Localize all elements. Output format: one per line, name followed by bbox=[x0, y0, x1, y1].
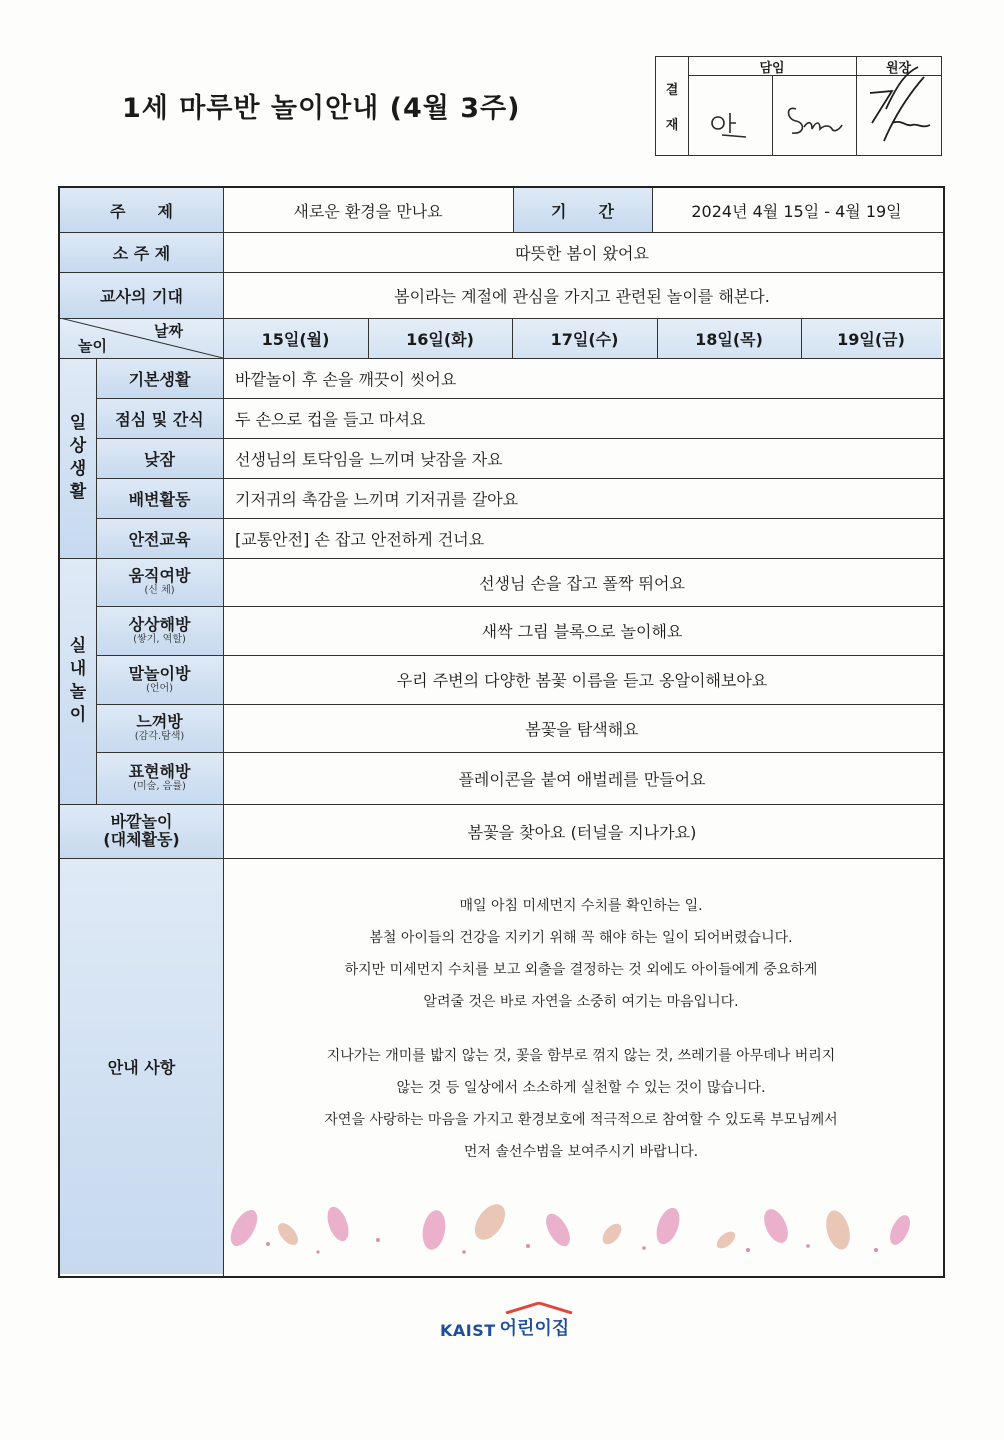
indoor-row-label bbox=[96, 606, 223, 655]
notice-line: 지나가는 개미를 밟지 않는 것, 꽃을 함부로 꺾지 않는 것, 쓰레기를 아무데나 버리지 bbox=[326, 1048, 836, 1064]
signature-director bbox=[862, 63, 936, 153]
notice-label: 안내 사항 bbox=[60, 858, 223, 1274]
notice-body bbox=[222, 890, 940, 1168]
daily-row-label: 배변활동 bbox=[96, 478, 223, 518]
approval-side-bottom: 재 bbox=[665, 118, 679, 133]
day-header-2: 16일(화) bbox=[368, 318, 512, 358]
indoor-row-label bbox=[96, 752, 223, 804]
daily-row-value: 선생님의 토닥임을 느끼며 낮잠을 자요 bbox=[235, 449, 503, 469]
logo-brand: KAIST bbox=[440, 1321, 496, 1340]
subtheme-label: 소 주 제 bbox=[60, 232, 223, 272]
approval-side-top: 결 bbox=[665, 83, 679, 98]
notice-line: 먼저 솔선수범을 보여주시기 바랍니다. bbox=[463, 1144, 699, 1160]
day-header-5: 19일(금) bbox=[801, 318, 941, 358]
indoor-row-value: 플레이콘을 붙여 애벌레를 만들어요 bbox=[458, 769, 706, 789]
daily-row-label: 안전교육 bbox=[96, 518, 223, 558]
signature-teacher-2 bbox=[778, 79, 852, 151]
indoor-group-char: 이 bbox=[69, 704, 87, 725]
indoor-row-value: 새싹 그림 블록으로 놀이해요 bbox=[481, 622, 683, 641]
daily-group-char: 활 bbox=[69, 481, 87, 502]
corner-date-label: 날짜 bbox=[154, 322, 183, 340]
approval-box bbox=[655, 56, 942, 156]
kaist-kindergarten-logo bbox=[440, 1314, 569, 1340]
approval-side-label bbox=[656, 57, 688, 155]
period-label: 기 간 bbox=[513, 188, 652, 232]
daily-row-value: 두 손으로 컵을 들고 마셔요 bbox=[235, 409, 426, 429]
approval-head-director: 원장 bbox=[885, 60, 912, 76]
subtheme-value: 따뜻한 봄이 왔어요 bbox=[515, 243, 649, 263]
indoor-label-text: 움직여방 bbox=[128, 566, 191, 586]
indoor-row-value: 우리 주변의 다양한 봄꽃 이름을 듣고 옹알이해보아요 bbox=[396, 671, 768, 690]
indoor-label-sub: (언어) bbox=[145, 682, 174, 694]
notice-line: 매일 아침 미세먼지 수치를 확인하는 일. bbox=[459, 898, 703, 914]
notice-line bbox=[222, 1018, 940, 1040]
indoor-label-text: 상상해방 bbox=[128, 614, 191, 634]
daily-group-char: 일 bbox=[69, 413, 87, 434]
indoor-row-value: 선생님 손을 잡고 폴짝 뛰어요 bbox=[479, 573, 685, 593]
date-play-corner bbox=[60, 318, 223, 358]
indoor-group-char: 내 bbox=[69, 659, 87, 680]
page-title: 1세 마루반 놀이안내 (4월 3주) bbox=[122, 93, 521, 124]
cherry-blossom-petals-decoration bbox=[228, 1200, 928, 1260]
outdoor-label-line: (대체활동) bbox=[103, 830, 180, 849]
daily-group-char: 상 bbox=[69, 436, 87, 457]
notice-line: 않는 것 등 일상에서 소소하게 실천할 수 있는 것이 많습니다. bbox=[396, 1080, 766, 1096]
indoor-row-label bbox=[96, 558, 223, 606]
indoor-group-char: 놀 bbox=[69, 682, 87, 702]
logo-name-text: 어린이집 bbox=[499, 1318, 570, 1339]
indoor-row-label bbox=[96, 704, 223, 752]
indoor-group-char: 실 bbox=[69, 636, 87, 657]
daily-row-label: 기본생활 bbox=[96, 358, 223, 398]
daily-group-char: 생 bbox=[69, 459, 87, 479]
logo-name bbox=[500, 1314, 570, 1340]
expectation-value: 봄이라는 계절에 관심을 가지고 관련된 놀이를 해본다. bbox=[394, 286, 770, 306]
indoor-label-sub: (신 체) bbox=[144, 585, 175, 597]
indoor-row-value: 봄꽃을 탐색해요 bbox=[525, 719, 639, 739]
indoor-label-text: 표현해방 bbox=[128, 762, 191, 782]
daily-row-label: 점심 및 간식 bbox=[96, 398, 223, 438]
approval-head-teacher: 담임 bbox=[759, 60, 785, 76]
theme-value: 새로운 환경을 만나요 bbox=[293, 201, 443, 221]
daily-row-value: 기저귀의 촉감을 느끼며 기저귀를 갈아요 bbox=[235, 489, 519, 509]
corner-play-label: 놀이 bbox=[78, 337, 107, 355]
indoor-label-text: 느껴방 bbox=[136, 712, 183, 732]
indoor-label-sub: (미술, 음률) bbox=[133, 781, 186, 793]
indoor-label-sub: (쌓기, 역할) bbox=[133, 633, 186, 645]
signature-teacher-1 bbox=[696, 79, 766, 151]
daily-row-value: 바깥놀이 후 손을 깨끗이 씻어요 bbox=[235, 369, 457, 389]
indoor-label-text: 말놀이방 bbox=[128, 663, 191, 683]
notice-line: 알려줄 것은 바로 자연을 소중히 여기는 마음입니다. bbox=[423, 994, 739, 1010]
indoor-label-sub: (감각.탐색) bbox=[134, 731, 185, 743]
indoor-play-group-label bbox=[60, 558, 96, 804]
period-value: 2024년 4월 15일 - 4월 19일 bbox=[691, 201, 902, 221]
daily-row-value: [교통안전] 손 잡고 안전하게 건너요 bbox=[235, 529, 485, 549]
notice-line: 하지만 미세먼지 수치를 보고 외출을 결정하는 것 외에도 아이들에게 중요하게 bbox=[344, 962, 818, 978]
outdoor-label-line: 바깥놀이 bbox=[110, 811, 173, 831]
notice-line: 봄철 아이들의 건강을 지키기 위해 꼭 해야 하는 일이 되어버렸습니다. bbox=[369, 930, 793, 946]
day-header-3: 17일(수) bbox=[512, 318, 657, 358]
indoor-row-label bbox=[96, 655, 223, 704]
theme-label: 주 제 bbox=[60, 188, 223, 232]
daily-life-group-label bbox=[60, 358, 96, 558]
expectation-label: 교사의 기대 bbox=[60, 272, 223, 318]
day-header-4: 18일(목) bbox=[657, 318, 801, 358]
day-header-1: 15일(월) bbox=[223, 318, 368, 358]
outdoor-label bbox=[60, 804, 223, 858]
outdoor-value: 봄꽃을 찾아요 (터널을 지나가요) bbox=[467, 822, 697, 842]
house-roof-icon bbox=[504, 1302, 574, 1314]
notice-line: 자연을 사랑하는 마음을 가지고 환경보호에 적극적으로 참여할 수 있도록 부모님께서 bbox=[324, 1112, 838, 1128]
daily-row-label: 낮잠 bbox=[96, 438, 223, 478]
